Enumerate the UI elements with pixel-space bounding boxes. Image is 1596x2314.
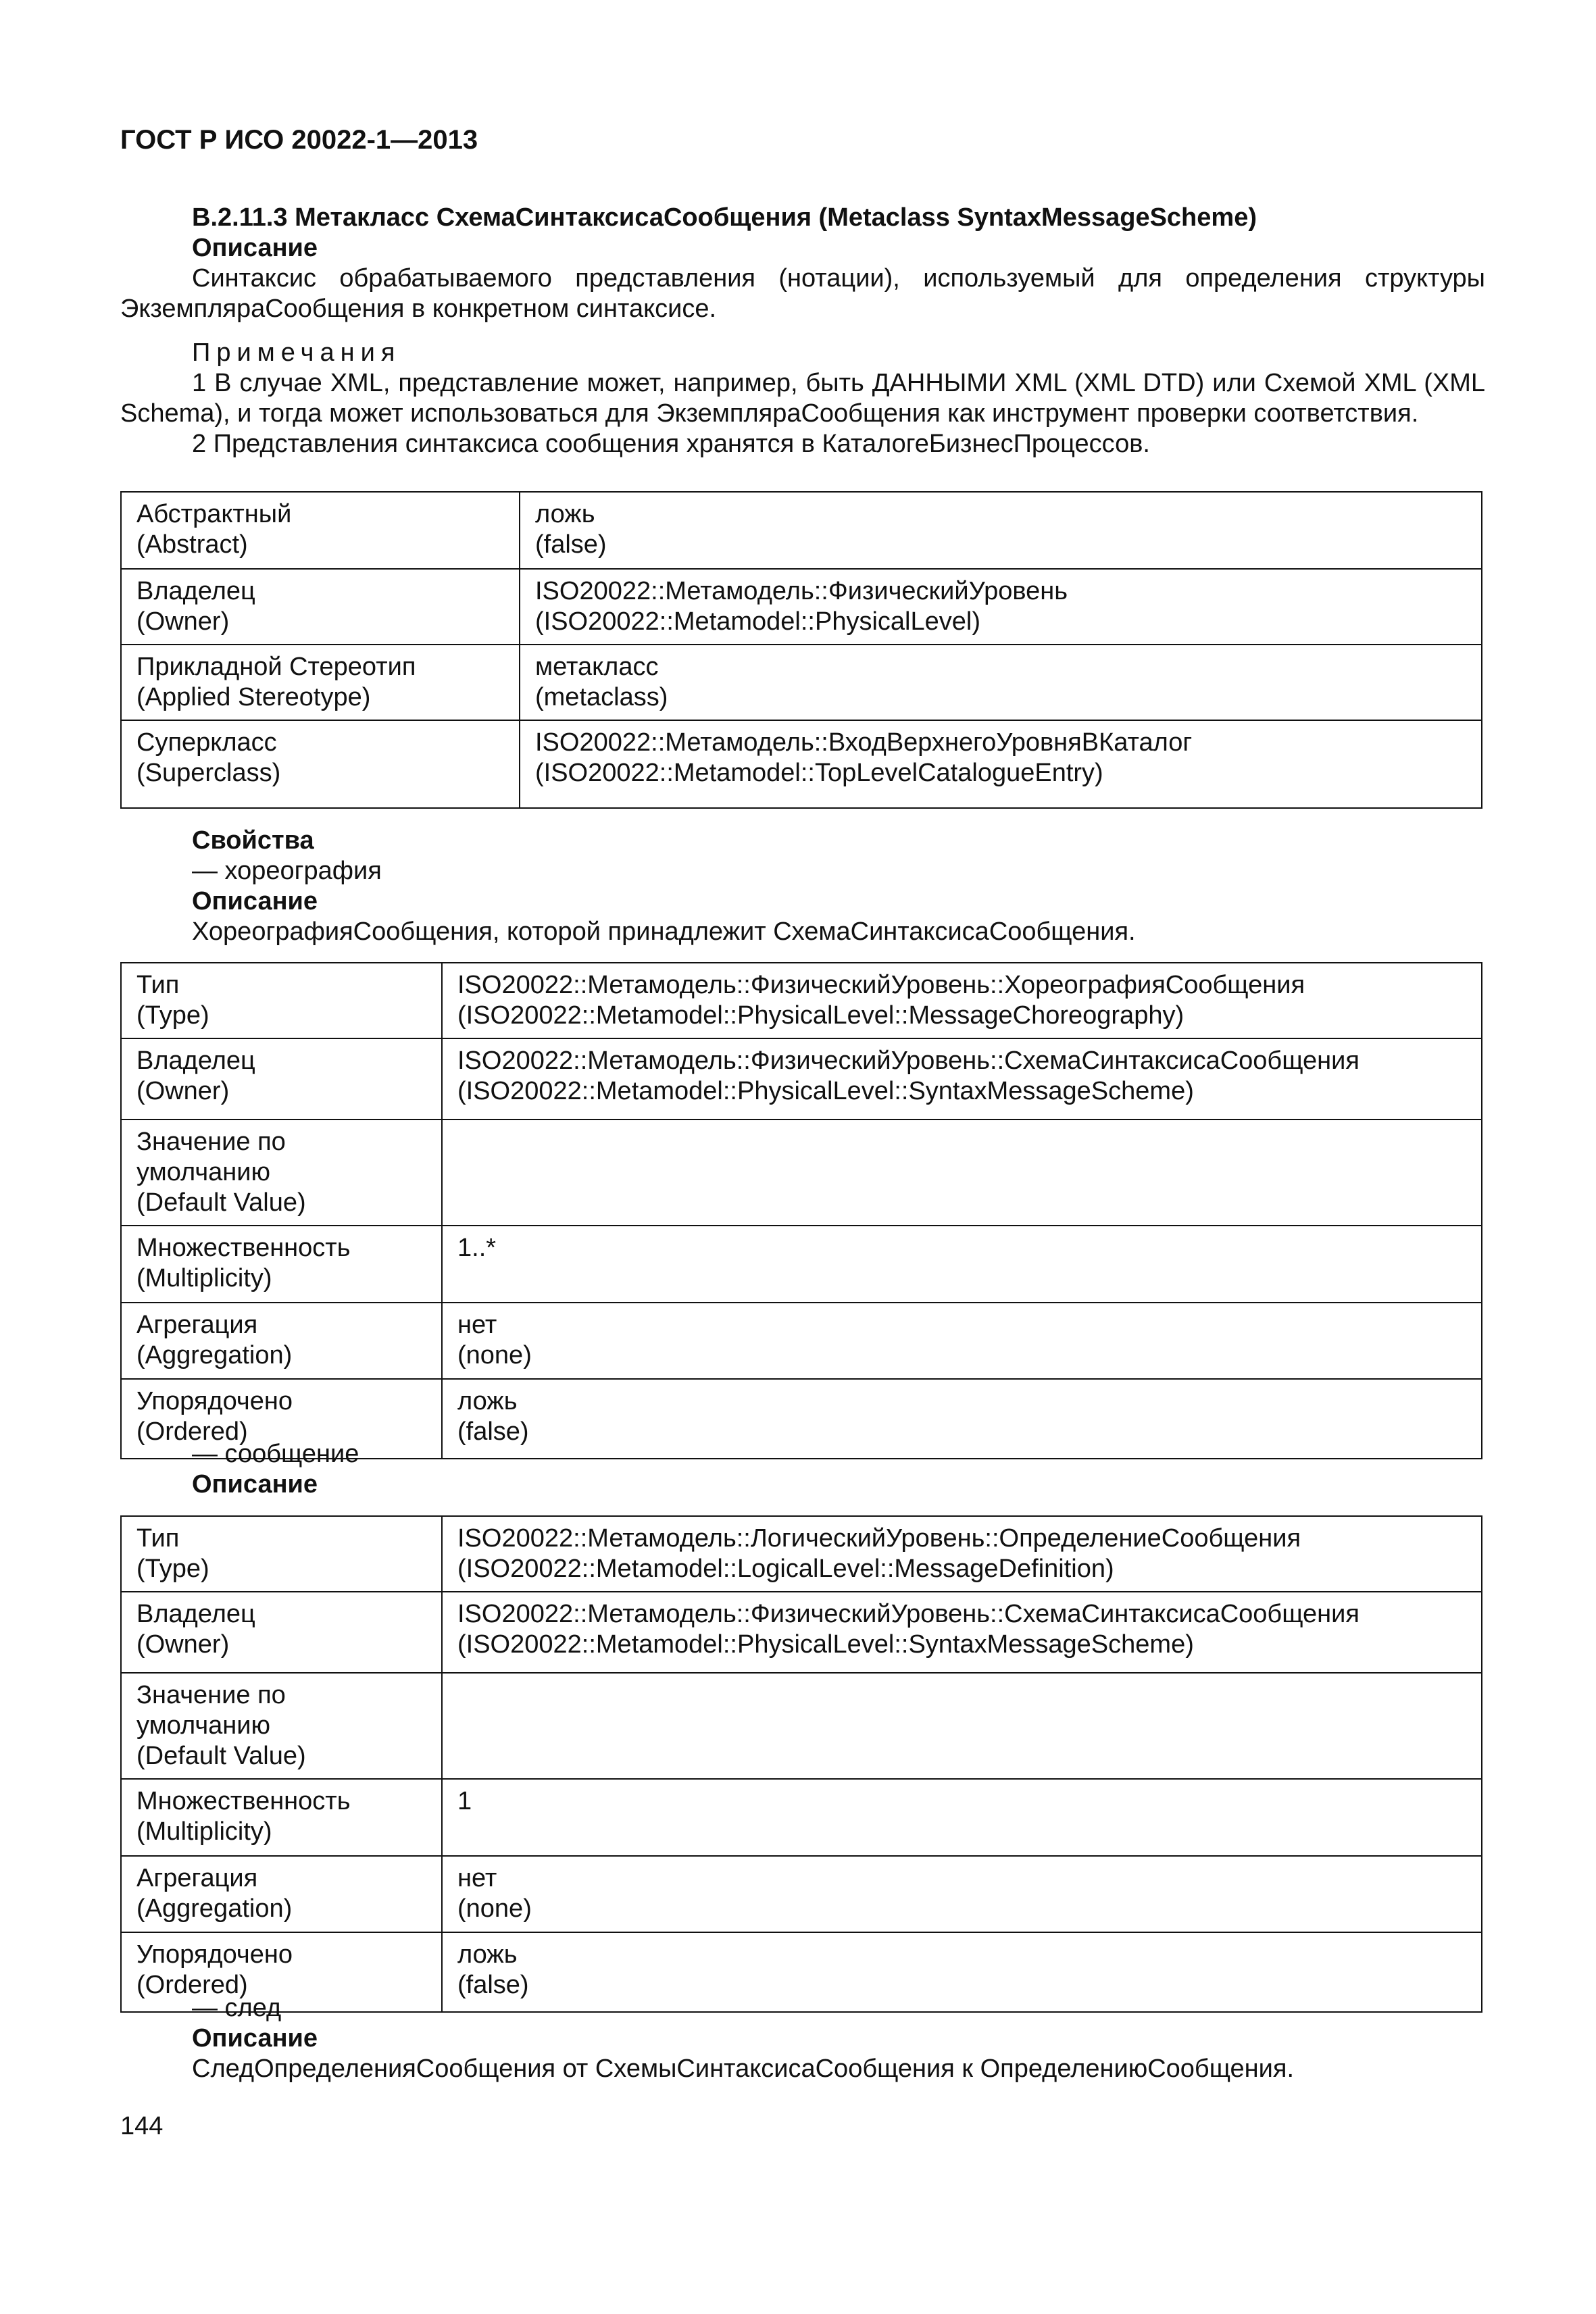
property-key-cell (121, 492, 520, 569)
key-ru: Владелец (136, 1600, 255, 1628)
key-ru: Множественность (136, 1234, 351, 1262)
table-row (121, 1120, 1482, 1226)
table-row (121, 569, 1482, 645)
key-en: (Type) (136, 1555, 209, 1583)
property-key-cell (121, 1592, 442, 1673)
property-value-cell (520, 492, 1482, 569)
property-value-cell (442, 1673, 1482, 1779)
property-value-cell (442, 963, 1482, 1038)
choreography-description-heading: Описание (192, 887, 318, 915)
choreography-table-wrap (120, 962, 1485, 1459)
value-ru: ложь (457, 1387, 518, 1415)
value-en: (ISO20022::Metamodel::LogicalLevel::MessageDefinition) (457, 1555, 1114, 1583)
key-ru: Множественность (136, 1787, 351, 1815)
trace-description-heading: Описание (192, 2024, 318, 2053)
property-key-cell (121, 1226, 442, 1303)
table-row (121, 492, 1482, 569)
metaclass-table (120, 491, 1482, 809)
key-en: (Owner) (136, 1630, 230, 1659)
key-ru: Владелец (136, 1047, 255, 1075)
table-row (121, 963, 1482, 1038)
properties-block (120, 826, 1485, 947)
value-en: (ISO20022::Metamodel::TopLevelCatalogueEntry) (535, 759, 1103, 787)
key-ru: Тип (136, 971, 180, 999)
value-ru: ложь (457, 1940, 518, 1969)
page-number: 144 (120, 2112, 164, 2140)
key-ru: Упорядочено (136, 1940, 293, 1969)
key-en: (Multiplicity) (136, 1264, 272, 1292)
message-block (120, 1439, 1485, 1500)
value-ru: 1..* (457, 1234, 497, 1262)
document-header: ГОСТ Р ИСО 20022-1—2013 (120, 125, 478, 155)
property-value-cell (442, 1856, 1482, 1932)
key-ru: Суперкласс (136, 728, 277, 757)
section-title: B.2.11.3 Метакласс СхемаСинтаксисаСообщения (Metaclass SyntaxMessageScheme) (192, 203, 1257, 232)
property-value-cell (442, 1303, 1482, 1379)
key-en: (Aggregation) (136, 1894, 293, 1923)
property-name-choreography: — хореография (192, 857, 382, 885)
table-row (121, 1592, 1482, 1673)
key-en: (Owner) (136, 1077, 230, 1105)
property-value-cell (442, 1779, 1482, 1856)
value-en: (false) (457, 1971, 529, 1999)
value-ru: ISO20022::Метамодель::ВходВерхнегоУровняВКаталог (535, 728, 1193, 757)
key-en: (Aggregation) (136, 1341, 293, 1369)
key-en: (Default Value) (136, 1742, 306, 1770)
properties-heading: Свойства (192, 826, 314, 855)
message-table (120, 1515, 1482, 2013)
value-en: (metaclass) (535, 683, 668, 711)
property-value-cell (520, 645, 1482, 720)
key-en: (Multiplicity) (136, 1817, 272, 1846)
property-value-cell (442, 1592, 1482, 1673)
choreography-table (120, 962, 1482, 1459)
key-en: (Ordered) (136, 1971, 248, 1999)
property-value-cell (442, 1516, 1482, 1592)
note-2: 2 Представления синтаксиса сообщения хранятся в КаталогеБизнесПроцессов. (192, 430, 1150, 458)
value-ru: ISO20022::Метамодель::ФизическийУровень::ХореографияСообщения (457, 971, 1305, 999)
choreography-description-text: ХореографияСообщения, которой принадлежит СхемаСинтаксисаСообщения. (192, 917, 1136, 946)
value-en: (ISO20022::Metamodel::PhysicalLevel::MessageChoreography) (457, 1001, 1184, 1030)
value-en: (ISO20022::Metamodel::PhysicalLevel::SyntaxMessageScheme) (457, 1630, 1194, 1659)
property-value-cell (442, 1038, 1482, 1120)
property-value-cell (442, 1120, 1482, 1226)
value-en: (ISO20022::Metamodel::PhysicalLevel::SyntaxMessageScheme) (457, 1077, 1194, 1105)
property-value-cell (442, 1226, 1482, 1303)
value-en: (false) (535, 530, 607, 559)
key-ru: Агрегация (136, 1864, 258, 1892)
trace-description-text: СледОпределенияСообщения от СхемыСинтаксисаСообщения к ОпределениюСообщения. (192, 2055, 1295, 2083)
table-row (121, 1516, 1482, 1592)
key-en: (Superclass) (136, 759, 281, 787)
property-key-cell (121, 720, 520, 808)
table-row (121, 1226, 1482, 1303)
key-en: (Abstract) (136, 530, 248, 559)
value-ru: 1 (457, 1787, 472, 1815)
section-intro (120, 203, 1485, 459)
property-name-message: — сообщение (192, 1440, 359, 1468)
property-key-cell (121, 1516, 442, 1592)
property-key-cell (121, 1673, 442, 1779)
table-row (121, 1779, 1482, 1856)
key-ru: Значение по умолчанию (136, 1128, 286, 1186)
description-text: Синтаксис обрабатываемого представления (нотации), используемый для определения структуры ЭкземпляраСообщения в конкретном синтаксисе. (120, 264, 1485, 323)
property-key-cell (121, 1856, 442, 1932)
key-en: (Default Value) (136, 1188, 306, 1217)
message-table-wrap (120, 1515, 1485, 2013)
property-key-cell (121, 1779, 442, 1856)
message-description-heading: Описание (192, 1470, 318, 1499)
key-ru: Агрегация (136, 1311, 258, 1339)
key-en: (Owner) (136, 607, 230, 636)
value-ru: нет (457, 1311, 497, 1339)
table-row (121, 1038, 1482, 1120)
value-ru: нет (457, 1864, 497, 1892)
value-ru: ISO20022::Метамодель::ФизическийУровень::СхемаСинтаксисаСообщения (457, 1600, 1360, 1628)
property-key-cell (121, 1303, 442, 1379)
key-ru: Прикладной Стереотип (136, 653, 416, 681)
table-row (121, 645, 1482, 720)
key-en: (Ordered) (136, 1417, 248, 1446)
notes-heading: Примечания (192, 338, 401, 367)
value-ru: ISO20022::Метамодель::ФизическийУровень::СхемаСинтаксисаСообщения (457, 1047, 1360, 1075)
property-key-cell (121, 1120, 442, 1226)
property-value-cell (520, 569, 1482, 645)
table-row (121, 1673, 1482, 1779)
trace-block (120, 1993, 1485, 2084)
property-key-cell (121, 1038, 442, 1120)
property-key-cell (121, 645, 520, 720)
key-ru: Владелец (136, 577, 255, 605)
metaclass-table-wrap (120, 491, 1485, 809)
property-key-cell (121, 963, 442, 1038)
value-en: (ISO20022::Metamodel::PhysicalLevel) (535, 607, 980, 636)
value-en: (none) (457, 1341, 532, 1369)
key-en: (Type) (136, 1001, 209, 1030)
key-ru: Упорядочено (136, 1387, 293, 1415)
key-ru: Тип (136, 1524, 180, 1553)
description-heading: Описание (192, 234, 318, 262)
table-row (121, 1856, 1482, 1932)
table-row (121, 1303, 1482, 1379)
key-ru: Значение по умолчанию (136, 1681, 286, 1740)
table-row (121, 720, 1482, 808)
property-key-cell (121, 569, 520, 645)
note-1: 1 В случае XML, представление может, например, быть ДАННЫМИ XML (XML DTD) или Схемой XML (XML Schema), и тогда может использоваться для ЭкземпляраСообщения как инструмент проверки соответствия. (120, 369, 1485, 428)
property-value-cell (520, 720, 1482, 808)
value-en: (false) (457, 1417, 529, 1446)
value-ru: метакласс (535, 653, 659, 681)
value-ru: ISO20022::Метамодель::ЛогическийУровень::ОпределениеСообщения (457, 1524, 1301, 1553)
value-ru: ложь (535, 500, 595, 528)
value-ru: ISO20022::Метамодель::ФизическийУровень (535, 577, 1068, 605)
value-en: (none) (457, 1894, 532, 1923)
key-ru: Абстрактный (136, 500, 292, 528)
property-name-trace: — след (192, 1994, 282, 2022)
key-en: (Applied Stereotype) (136, 683, 371, 711)
